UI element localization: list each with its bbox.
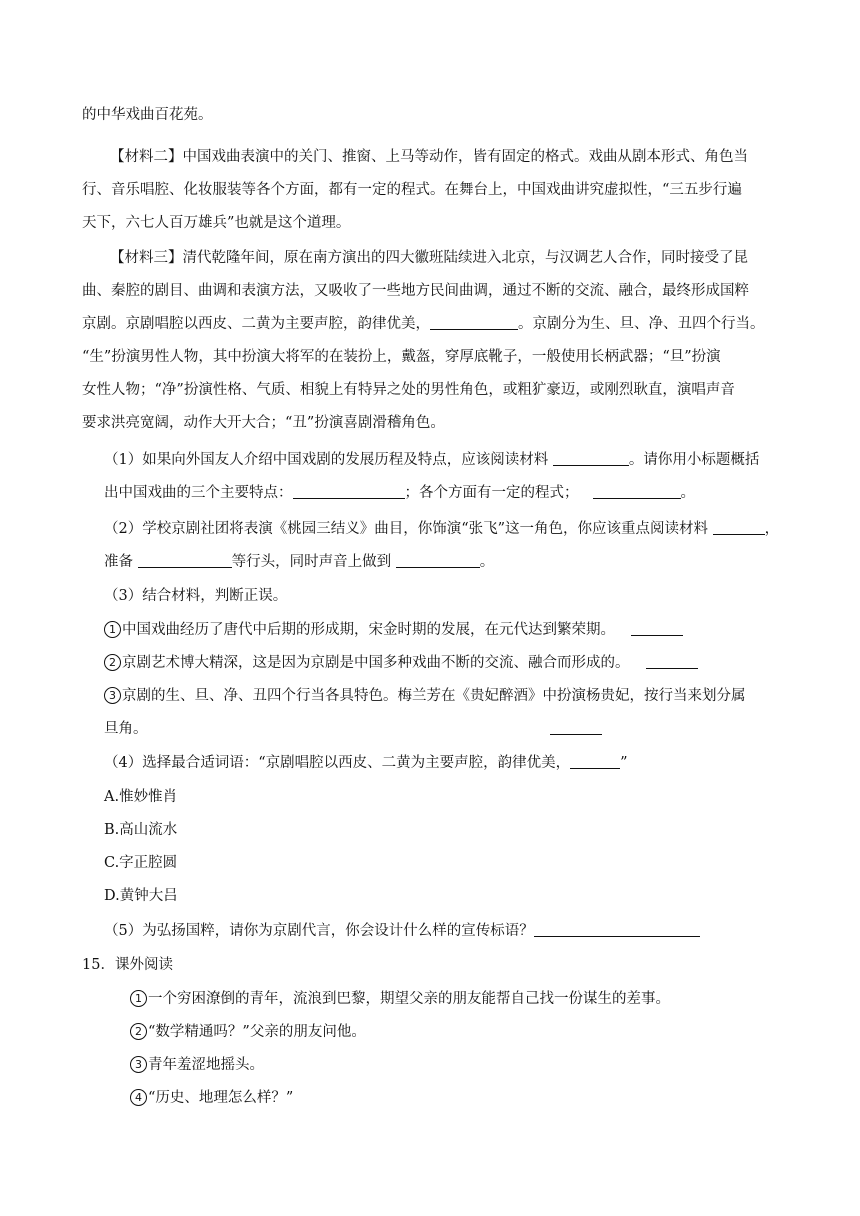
circled-number: 2 [130,1023,147,1040]
circled-number: 3 [130,1056,147,1073]
answer-blank[interactable] [396,553,480,568]
option-a[interactable]: A.惟妙惟肖 [104,789,178,805]
question-2-line: 准备 等行头，同时声音上做到 。 [104,554,495,570]
answer-blank[interactable] [553,451,629,466]
reading-paragraph-4: 4 “历史、地理怎么样？” [130,1088,778,1108]
material-three-line: 女性人物；“净”扮演性格、气质、相貌上有特异之处的男性角色，或粗犷豪迈，或刚烈耿直，演唱声音 [82,382,735,398]
material-three-line: 曲、秦腔的剧目、曲调和表演方法，又吸收了一些地方民间曲调，通过不断的交流、融合，最终形成国粹 [82,283,749,299]
circled-number: 1 [130,990,147,1007]
reading-paragraph-3: 3 青年羞涩地摇头。 [130,1055,778,1075]
circled-number: 1 [104,621,121,638]
question-15-heading: 15．课外阅读 [82,957,173,973]
material-two-line: 【材料二】中国戏曲表演中的关门、推窗、上马等动作，皆有固定的格式。戏曲从剧本形式、角色当 [110,149,748,165]
option-b[interactable]: B.高山流水 [104,822,178,838]
answer-blank[interactable] [293,484,405,499]
circled-number: 3 [104,687,121,704]
circled-number: 4 [130,1089,147,1106]
material-three-line: “生”扮演男性人物，其中扮演大将军的在装扮上，戴盔，穿厚底靴子，一般使用长柄武器；“旦”扮演 [82,349,721,365]
answer-blank[interactable] [570,754,620,769]
question-5: （5）为弘扬国粹，请你为京剧代言，你会设计什么样的宣传标语？ [104,921,778,941]
answer-blank[interactable] [534,922,700,937]
material-three-line: 要求洪亮宽阔，动作大开大合；“丑”扮演喜剧滑稽角色。 [82,415,445,431]
option-c[interactable]: C.字正腔圆 [104,855,178,871]
answer-blank[interactable] [138,553,232,568]
question-4: （4）选择最合适词语：“京剧唱腔以西皮、二黄为主要声腔，韵律优美， ” [104,755,628,771]
question-1: （1）如果向外国友人介绍中国戏剧的发展历程及特点，应该阅读材料 。请你用小标题概括 [104,452,760,468]
judgement-item-2: 2 京剧艺术博大精深，这是因为京剧是中国多种戏曲不断的交流、融合而形成的。 [104,653,778,673]
judgement-item-3-line: 旦角。 [104,719,778,739]
reading-paragraph-2: 2 “数学精通吗？”父亲的朋友问他。 [130,1022,778,1042]
reading-paragraph-1: 1 一个穷困潦倒的青年，流浪到巴黎，期望父亲的朋友能帮自己找一份谋生的差事。 [130,989,778,1009]
material-two-line: 行、音乐唱腔、化妆服装等各个方面，都有一定的程式。在舞台上，中国戏曲讲究虚拟性，“三五步行遍 [82,182,742,198]
answer-blank[interactable] [593,484,681,499]
answer-blank[interactable] [713,520,765,535]
answer-blank[interactable] [646,654,698,669]
answer-blank[interactable] [550,720,602,735]
question-1-line: 出中国戏曲的三个主要特点： ；各个方面有一定的程式； 。 [104,485,695,501]
question-2: （2）学校京剧社团将表演《桃园三结义》曲目，你饰演“张飞”这一角色，你应该重点阅读材料 ， [104,521,780,537]
material-three-line: 【材料三】清代乾隆年间，原在南方演出的四大徽班陆续进入北京，与汉调艺人合作，同时接受了昆 [110,250,748,266]
answer-blank[interactable] [631,621,683,636]
circled-number: 2 [104,654,121,671]
answer-blank[interactable] [430,315,518,330]
option-d[interactable]: D.黄钟大吕 [104,888,178,904]
material-two-line: 天下，六七人百万雄兵”也就是这个道理。 [82,215,351,231]
judgement-item-1: 1 中国戏曲经历了唐代中后期的形成期，宋金时期的发展，在元代达到繁荣期。 [104,620,778,640]
judgement-item-3: 3 京剧的生、旦、净、丑四个行当各具特色。梅兰芳在《贵妃醉酒》中扮演杨贵妃，按行当来划分属 [104,686,778,706]
material-three-line: 京剧。京剧唱腔以西皮、二黄为主要声腔，韵律优美， 。京剧分为生、旦、净、丑四个行当。 [82,316,765,332]
question-3: （3）结合材料，判断正误。 [104,588,288,604]
text-line: 的中华戏曲百花苑。 [82,107,213,123]
